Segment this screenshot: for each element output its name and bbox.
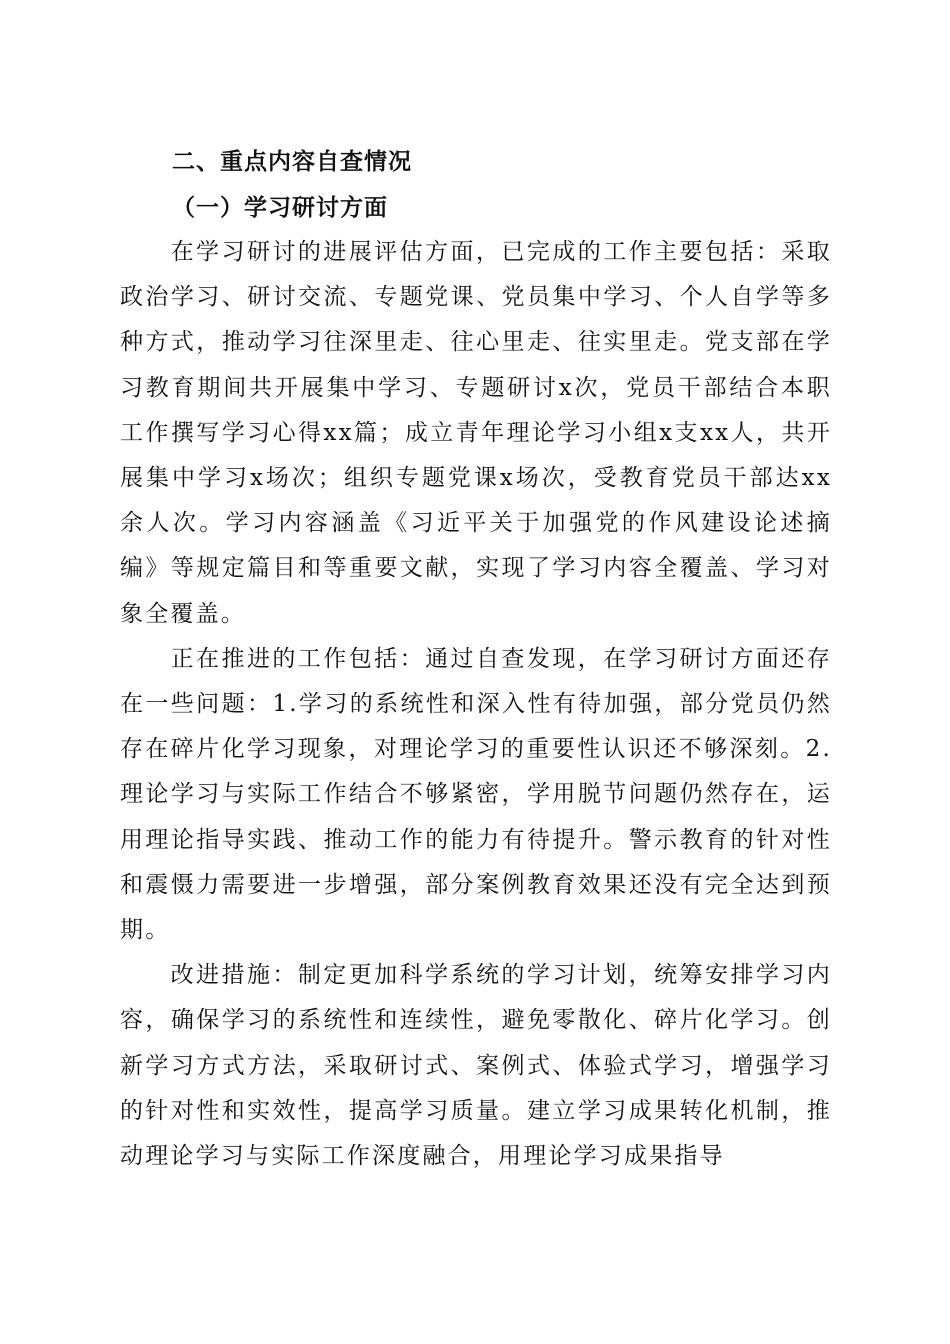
paragraph-improvement-measures: 改进措施：制定更加科学系统的学习计划，统筹安排学习内容，确保学习的系统性和连续性，避免零散化、碎片化学习。创新学习方式方法，采取研讨式、案例式、体验式学习，增强学习的针对性和实效性，提高学习质量。建立学习成果转化机制，推动理论学习与实际工作深度融合，用理论学习成果指导 xyxy=(120,962,832,1170)
document-body xyxy=(120,140,832,1179)
paragraph-ongoing-work: 正在推进的工作包括：通过自查发现，在学习研讨方面还存在一些问题：1.学习的系统性和深入性有待加强，部分党员仍然存在碎片化学习现象，对理论学习的重要性认识还不够深刻。2.理论学习与实际工作结合不够紧密，学用脱节问题仍然存在，运用理论指导实践、推动工作的能力有待提升。警示教育的针对性和震慑力需要进一步增强，部分案例教育效果还没有完全达到预期。 xyxy=(120,645,832,944)
subsection-heading: （一）学习研讨方面 xyxy=(172,194,388,221)
paragraph-progress-assessment: 在学习研讨的进展评估方面，已完成的工作主要包括：采取政治学习、研讨交流、专题党课、党员集中学习、个人自学等多种方式，推动学习往深里走、往心里走、往实里走。党支部在学习教育期间共开展集中学习、专题研讨x次，党员干部结合本职工作撰写学习心得xx篇；成立青年理论学习小组x支xx人，共开展集中学习x场次；组织专题党课x场次，受教育党员干部达xx余人次。学习内容涵盖《习近平关于加强党的作风建设论述摘编》等规定篇目和等重要文献，实现了学习内容全覆盖、学习对象全覆盖。 xyxy=(120,239,832,627)
section-heading: 二、重点内容自查情况 xyxy=(172,149,412,175)
